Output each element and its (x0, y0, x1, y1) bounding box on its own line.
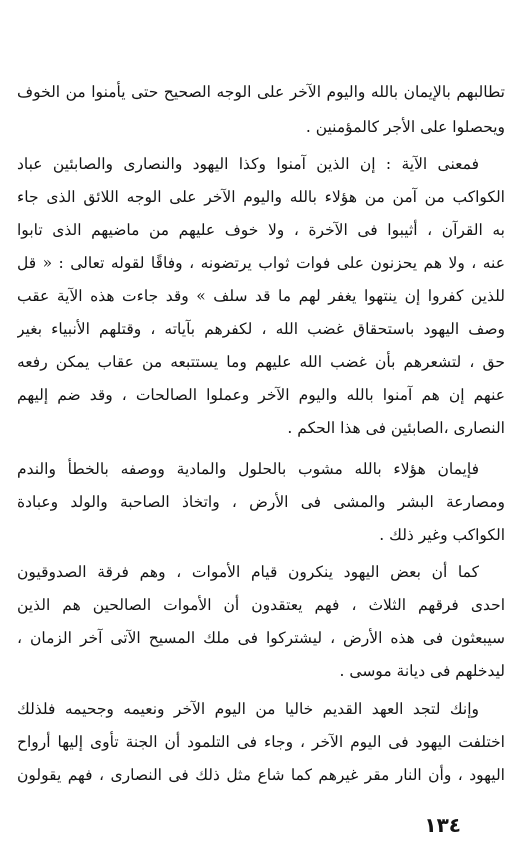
text-line: ومصارعة البشر والمشى فى الأرض ، واتخاذ الصاحبة والولد وعبادة (17, 493, 505, 511)
text-line: الكواكب وغير ذلك . (379, 526, 505, 544)
text-line: كما أن بعض اليهود ينكرون قيام الأموات ، وهم فرقة الصدوقيون (17, 563, 479, 581)
text-line: للذين كفروا إن ينتهوا يغفر لهم ما قد سلف » وقد جاءت هذه الآية عقب (17, 287, 505, 305)
text-line: حق ، لتشعرهم بأن غضب الله عليهم وما يستتبعه من عقاب يمكن رفعه (17, 353, 505, 371)
text-line: ليدخلهم فى ديانة موسى . (339, 662, 505, 680)
text-line: ويحصلوا على الأجر كالمؤمنين . (305, 118, 505, 136)
text-line: عنه ، ولا هم يحزنون على فوات ثواب يرتضونه ، وفاقًا لقوله تعالى : « قل (17, 254, 505, 272)
page-number: ١٣٤ (424, 813, 461, 837)
text-line: احدى فرقهم الثلاث ، فهم يعتقدون أن الأموات الصالحين هم الذين (17, 596, 505, 614)
text-line: تطالبهم بالإيمان بالله واليوم الآخر على الوجه الصحيح حتى يأمنوا من الخوف (17, 83, 505, 101)
text-line: وإنك لتجد العهد القديم خاليا من اليوم الآخر ونعيمه وجحيمه فلذلك (17, 700, 479, 718)
text-line: فمعنى الآية : إن الذين آمنوا وكذا اليهود والنصارى والصابئين عباد (17, 155, 479, 173)
text-line: وصف اليهود باستحقاق غضب الله ، لكفرهم بآياته ، وقتلهم الأنبياء بغير (17, 320, 505, 338)
text-line: فإيمان هؤلاء بالله مشوب بالحلول والمادية ووصفه بالخطأ والندم (17, 460, 479, 478)
text-line: به القرآن ، أثيبوا فى الآخرة ، ولا خوف عليهم من ماضيهم الذى تابوا (17, 221, 505, 239)
text-line: عنهم إن هم آمنوا بالله واليوم الآخر وعملوا الصالحات ، وقد ضم إليهم (17, 386, 505, 404)
text-line: الكواكب من آمن من هؤلاء بالله واليوم الآخر على الوجه اللائق الذى جاء (17, 188, 505, 206)
text-line: اليهود ، وأن النار مقر غيرهم كما شاع مثل ذلك فى النصارى ، فهم يقولون (17, 766, 505, 784)
text-line: النصارى ،الصابئين فى هذا الحكم . (287, 419, 505, 437)
text-line: سيبعثون فى هذه الأرض ، ليشتركوا فى ملك المسيح الآتى آخر الزمان ، (17, 629, 505, 647)
text-line: اختلفت اليهود فى اليوم الآخر ، وجاء فى التلمود أن الجنة تأوى إليها أرواح (17, 733, 505, 751)
